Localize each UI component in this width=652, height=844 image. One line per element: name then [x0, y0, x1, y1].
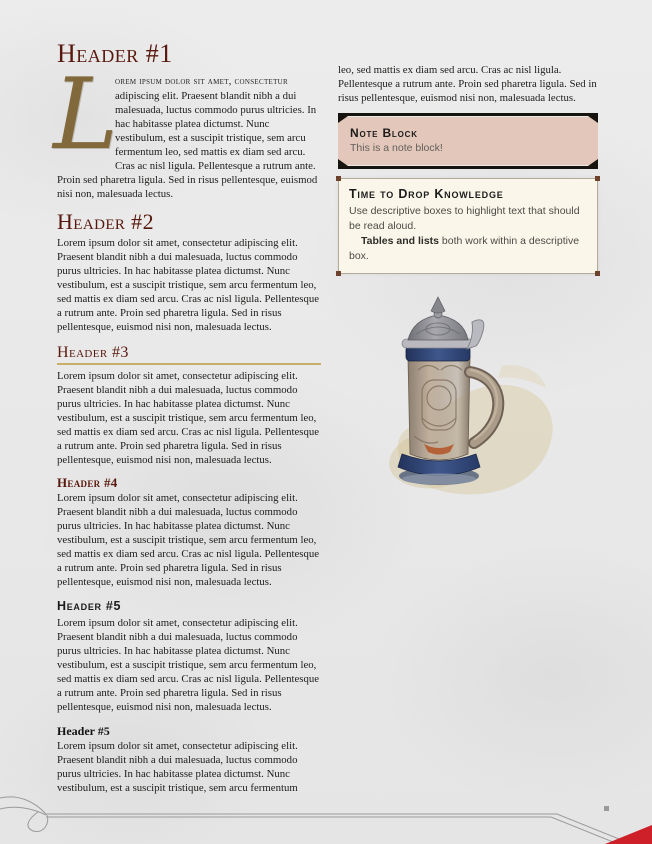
- corner-dot: [595, 271, 600, 276]
- heading-1: Header #1: [57, 39, 173, 68]
- drop-cap: L: [53, 58, 119, 172]
- footer-square-dot: [604, 806, 609, 811]
- body-paragraph-truncated: Lorem ipsum dolor sit amet, consectetur adipiscing elit. Praesent blandit nibh a dui malesuada, luctus commodo purus ultricies. In hac habitasse platea dictumst. Nunc vestibulum, est a suscipit tristique, sem arcu fermentum: [57, 740, 298, 794]
- right-column: [338, 63, 598, 498]
- body-paragraph: Lorem ipsum dolor sit amet, consectetur adipiscing elit. Praesent blandit nibh a dui malesuada, luctus commodo purus ultricies. In hac habitasse platea dictumst. Nunc vestibulum, est a suscipit tristique, sem arcu fermentum leo, sed mattis ex diam sed arcu. Cras ac nisl ligula. Pellentesque a rutrum ante. Proin sed pharetra ligula. Sed in risus pellentesque, euismod nisi non, malesuada lectus.: [57, 237, 320, 333]
- footer-rule: [46, 814, 634, 844]
- left-column: [53, 39, 321, 797]
- corner-dot: [336, 176, 341, 181]
- body-paragraph: Lorem ipsum dolor sit amet, consectetur adipiscing elit. Praesent blandit nibh a dui malesuada, luctus commodo purus ultricies. In hac habitasse platea dictumst. Nunc vestibulum, est a suscipit tristique, sem arcu fermentum leo, sed mattis ex diam sed arcu. Cras ac nisl ligula. Pellentesque a rutrum ante. Proin sed pharetra ligula. Sed in risus pellentesque, euismod nisi non, malesuada lectus.: [57, 617, 320, 713]
- note-block: [338, 117, 598, 165]
- corner-dot: [336, 271, 341, 276]
- note-top-bar: [338, 113, 598, 123]
- body-paragraph: Lorem ipsum dolor sit amet, consectetur adipiscing elit. Praesent blandit nibh a dui malesuada, luctus commodo purus ultricies. In hac habitasse platea dictumst. Nunc vestibulum, est a suscipit tristique, sem arcu fermentum leo, sed mattis ex diam sed arcu. Cras ac nisl ligula. Pellentesque a rutrum ante. Proin sed pharetra ligula. Sed in risus pellentesque, euismod nisi non, malesuada lectus.: [57, 370, 320, 466]
- page-corner-triangle: [605, 825, 652, 844]
- footer-rule: [46, 817, 628, 844]
- heading-4: Header #4: [57, 475, 118, 490]
- descriptive-box: [338, 178, 598, 274]
- heading-3: Header #3: [57, 344, 321, 365]
- descriptive-box-title: Time to Drop Knowledge: [349, 187, 504, 201]
- note-block-body: This is a note block!: [350, 142, 443, 154]
- footer-leaf-top: [0, 797, 46, 814]
- heading-5: Header #5: [57, 599, 122, 613]
- descriptive-box-text-rest: both work within a descriptive box.: [349, 235, 580, 262]
- lead-small-caps: orem ipsum dolor sit amet, consectetur: [115, 76, 289, 87]
- heading-5-bold: Header #5: [57, 724, 110, 738]
- corner-dot: [595, 176, 600, 181]
- heading-2: Header #2: [57, 209, 154, 234]
- descriptive-box-text: Use descriptive boxes to highlight text that should be read aloud.: [349, 205, 580, 232]
- note-bottom-bar: [338, 159, 598, 169]
- lead-paragraph-text: adipiscing elit. Praesent blandit nibh a dui malesuada, luctus commodo purus ultricies. In hac habitasse platea dictumst. Nunc vestibulum, est a suscipit tristique, sem arcu fermentum leo, sed mattis ex diam sed arcu. Cras ac nisl ligula. Pellentesque a rutrum ante. Proin sed pharetra ligula. Sed in risus pellentesque, euismod nisi non, malesuada lectus.: [57, 90, 318, 200]
- descriptive-box-bold-lead: Tables and lists: [361, 235, 439, 247]
- footer-leaf-bottom: [0, 807, 46, 815]
- descriptive-box-text-2: [349, 234, 587, 264]
- continuation-paragraph: leo, sed mattis ex diam sed arcu. Cras ac nisl ligula. Pellentesque a rutrum ante. Proin sed pharetra ligula. Sed in risus pellentesque, euismod nisi non, malesuada lectus.: [338, 64, 597, 104]
- note-block-title: Note Block: [350, 126, 418, 140]
- beer-stein-image: [352, 296, 584, 498]
- lead-paragraph: [53, 58, 321, 201]
- footer-ornament: [0, 788, 652, 844]
- body-paragraph: Lorem ipsum dolor sit amet, consectetur adipiscing elit. Praesent blandit nibh a dui malesuada, luctus commodo purus ultricies. In hac habitasse platea dictumst. Nunc vestibulum, est a suscipit tristique, sem arcu fermentum leo, sed mattis ex diam sed arcu. Cras ac nisl ligula. Pellentesque a rutrum ante. Proin sed pharetra ligula. Sed in risus pellentesque, euismod nisi non, malesuada lectus.: [57, 492, 320, 588]
